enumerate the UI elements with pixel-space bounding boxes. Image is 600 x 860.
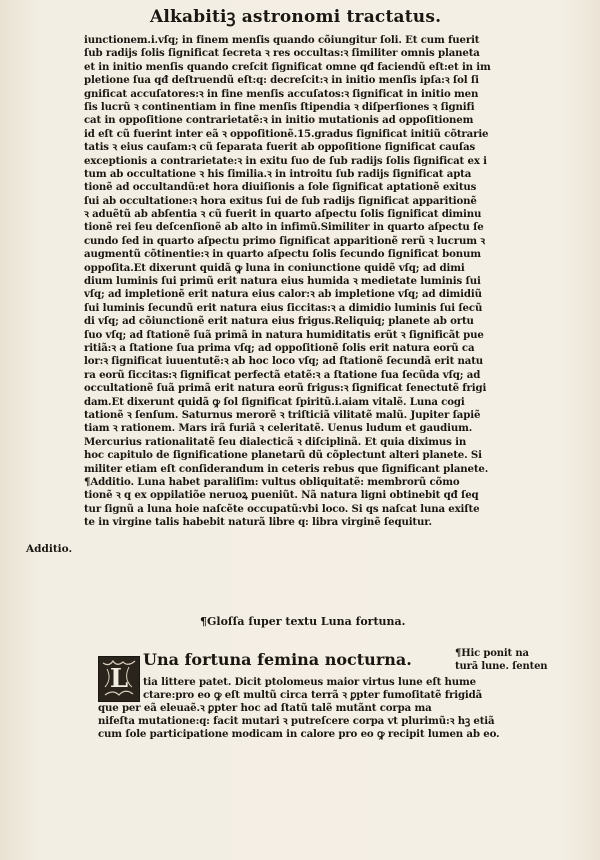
text-line: tur ſignũ a luna hoie naſcẽte occupatũ:vbi loco. Si qs naſcat luna exiſte bbox=[84, 502, 480, 515]
text-line: que per eã eleuaẽ.ꝛ ꝑpter hoc ad ſtatũ talẽ mutãnt corpa ma bbox=[98, 702, 432, 714]
text-line: ſuo vſq; ad ſtationẽ ſuã primã in natura humiditatis erũt ꝛ ſignificãt pue bbox=[84, 328, 484, 341]
text-line: dium luminis ſui primũ erit natura eius humida ꝛ medietate luminis ſui bbox=[84, 275, 481, 288]
text-line: tionẽ ad occultandũ:et hora diuiſionis a ſole ſignificat aptationẽ exitus bbox=[84, 181, 477, 194]
decorated-initial bbox=[98, 656, 140, 702]
text-line: ꝛ aduẽtũ ab abſentia ꝛ cũ fuerit in quarto aſpectu ſolis ſignificat diminu bbox=[84, 208, 482, 221]
text-line: tationẽ ꝛ ſenſum. Saturnus merorẽ ꝛ triſticiã vilitatẽ malũ. Jupiter ſapiẽ bbox=[84, 408, 481, 421]
text-line: ritiã:ꝛ a ſtatione ſua prima vſq; ad oppoſitionẽ ſolis erit natura eorũ ca bbox=[84, 341, 475, 354]
text-line: cum ſole participatione modicam in calore pro eo ꝙ recipit lumen ab eo. bbox=[98, 728, 500, 741]
gloss-heading: ¶Gloſſa ſuper textu Luna fortuna. bbox=[200, 615, 406, 628]
text-line: iunctionem.i.vſq; in finem menſis quando cõiungitur ſoli. Et cum fuerit bbox=[84, 34, 480, 46]
text-line: di vſq; ad cõiunctionẽ erit natura eius frigus.Reliquiq; planete ab ortu bbox=[84, 315, 474, 328]
text-line: militer etiam eſt conſiderandum in ceteris rebus que ſignificant planete. bbox=[84, 462, 489, 475]
text-line: et in initio menſis quando creſcit ſignificat omne qđ faciendũ eſt:et in im bbox=[84, 60, 491, 73]
text-line: hoc capitulo de ſignificatione planetarũ dũ cõplectunt alteri planete. Si bbox=[84, 449, 482, 462]
margin-note: Additio. bbox=[26, 543, 73, 555]
text-line: turã lune. ſenten bbox=[455, 660, 548, 672]
text-line: tum ab occultatione ꝛ his ſimilia.ꝛ in introitu ſub radijs ſignificat apta bbox=[84, 167, 472, 180]
text-line: ¶Additio. Luna habet paraliſim: vultus obliquitatẽ: membrorũ cõmo bbox=[84, 475, 460, 488]
text-line: pletione ſua qđ deſtruendũ eſt:q: decreſcit:ꝛ in initio menſis ipſa:ꝛ ſol ſi bbox=[84, 74, 479, 87]
chapter-title: Una fortuna femina nocturna. bbox=[143, 650, 412, 669]
text-line: Mercurius rationalitatẽ ſeu dialecticã ꝛ diſciplinã. Et quia diximus in bbox=[84, 435, 467, 448]
text-line: vſq; ad impletionẽ erit natura eius calor:ꝛ ab impletione vſq; ad dimidiũ bbox=[84, 288, 482, 301]
text-line: ſui ab occultatione:ꝛ hora exitus ſui de ſub radijs ſignificat apparitionẽ bbox=[84, 194, 477, 207]
text-line: gnificat accuſatores:ꝛ in fine menſis accuſatos:ꝛ ſignificat in initio men bbox=[84, 87, 479, 100]
text-line: lor:ꝛ ſignificat iuuentutẽ:ꝛ ab hoc loco vſq; ad ſtationẽ ſecundã erit natu bbox=[84, 355, 484, 368]
text-line: tionẽ rei ſeu deſcenſionẽ ab alto in infimũ.Similiter in quarto aſpectu ſe bbox=[84, 221, 484, 234]
text-line: ctare:pro eo ꝙ eſt multũ circa terrã ꝛ ꝑpter fumoſitatẽ frigidã bbox=[143, 689, 483, 702]
text-line: ſub radijs ſolis ſignificat ſecreta ꝛ res occultas:ꝛ ſimiliter omnis planeta bbox=[84, 47, 480, 60]
text-line: tiam ꝛ rationem. Mars irã furiã ꝛ celeritatẽ. Uenus ludum et gaudium. bbox=[84, 422, 473, 435]
text-line: id eſt cũ fuerint inter eã ꝛ oppoſitionẽ.15.gradus ſignificat initiũ cõtrarie bbox=[84, 127, 489, 140]
lower-text bbox=[143, 676, 563, 702]
text-line: nifeſta mutatione:q: facit mutari ꝛ putreſcere corpa vt plurimũ:ꝛ hꝫ etiã bbox=[98, 715, 495, 728]
initial-letter: L bbox=[109, 664, 129, 694]
running-title: Alkabitiꝫ astronomi tractatus. bbox=[150, 7, 442, 27]
text-line: tatis ꝛ eius cauſam:ꝛ cũ ſeparata fuerit ab oppoſitione ſignificat cauſas bbox=[84, 141, 476, 154]
text-line: oppoſita.Et dixerunt quidã ꝙ luna in coniunctione quidẽ vſq; ad dimi bbox=[84, 261, 465, 274]
text-line: ſui luminis ſecundũ erit natura eius ſiccitas:ꝛ a dimidio luminis ſui ſecũ bbox=[84, 301, 483, 314]
side-text bbox=[455, 648, 565, 673]
text-line: ra eorũ ſiccitas:ꝛ ſignificat perfectã etatẽ:ꝛ a ſtatione ſua ſecũda vſq; ad bbox=[84, 368, 481, 381]
text-line: dam.Et dixerunt quidã ꝙ ſol ſignificat ſpiritũ.i.aiam vitalẽ. Luna cogi bbox=[84, 395, 465, 408]
text-line: exceptionis a contrarietate:ꝛ in exitu ſuo de ſub radijs ſolis ſignificat ex i bbox=[84, 154, 487, 167]
text-line: tionẽ ꝛ q ex oppilatiõe neruoꝝ pueniũt. Nã natura ligni obtinebit qđ ſeq bbox=[84, 489, 479, 502]
text-line: occultationẽ ſuã primã erit natura eorũ frigus:ꝛ ſignificat ſenectutẽ frigi bbox=[84, 382, 487, 395]
text-line: cundo ſed in quarto aſpectu primo ſignificat apparitionẽ rerũ ꝛ lucrum ꝛ bbox=[84, 234, 485, 247]
text-line: cat in oppoſitione contrarietatẽ:ꝛ in initio mutationis ad oppoſitionem bbox=[84, 114, 474, 127]
text-line: ſis lucrũ ꝛ continentiam in fine menſis ſtipendia ꝛ diſperſiones ꝛ ſignifi bbox=[84, 100, 475, 113]
text-line: tia littere patet. Dicit ptolomeus maior virtus lune eſt hume bbox=[143, 676, 476, 688]
text-line: te in virgine talis habebit naturã libre q: libra virginẽ ſequitur. bbox=[84, 516, 432, 529]
text-line: ¶Hic ponit na bbox=[455, 648, 529, 659]
main-text-block bbox=[84, 34, 556, 529]
text-line: augmentũ cõtinentie:ꝛ in quarto aſpectu ſolis ſecundo ſignificat bonum bbox=[84, 248, 481, 261]
full-text bbox=[98, 702, 563, 742]
